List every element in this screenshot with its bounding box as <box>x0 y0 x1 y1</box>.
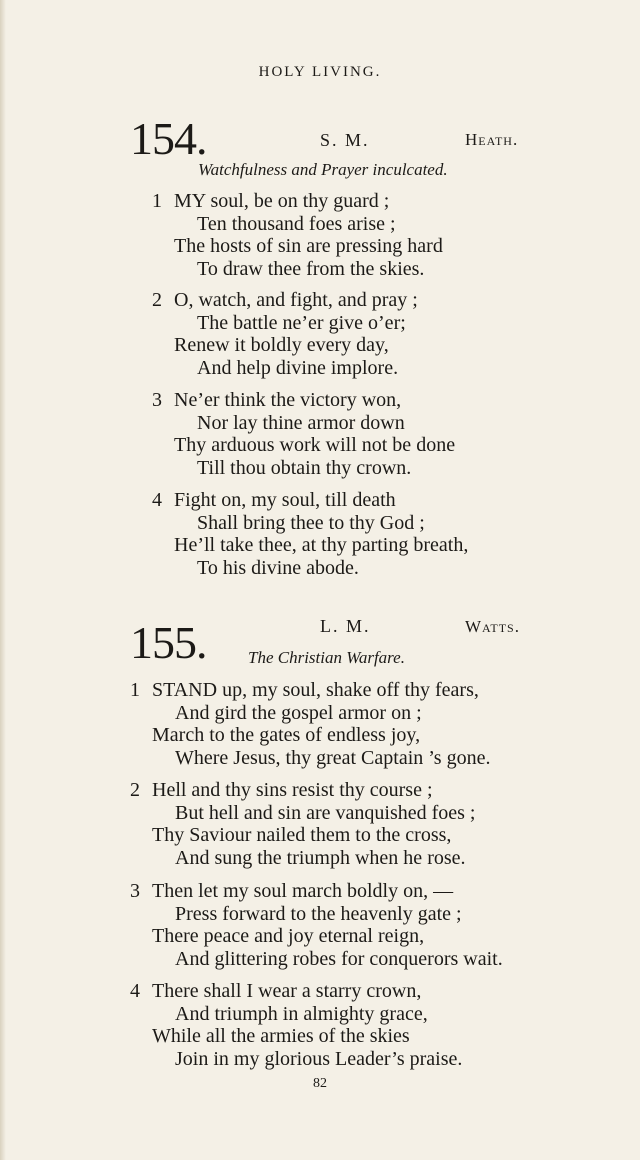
verse-line: March to the gates of endless joy, <box>152 724 421 746</box>
verse <box>152 289 418 379</box>
verse-text: Then let my soul march boldly on, — <box>152 880 454 902</box>
verse <box>152 190 443 280</box>
verse-number: 2 <box>152 289 162 311</box>
verse-line: He’ll take thee, at thy parting breath, <box>174 534 469 556</box>
verse-line: But hell and sin are vanquished foes ; <box>175 801 476 824</box>
verse-line: And triumph in almighty grace, <box>175 1002 428 1025</box>
hymn-meter: L. M. <box>320 616 371 636</box>
hymn-number: 154. <box>130 113 207 164</box>
verse-line <box>130 980 462 1003</box>
verse-line: The battle ne’er give o’er; <box>197 311 406 334</box>
verse-line: Shall bring thee to thy God ; <box>197 511 425 534</box>
verse-line: To draw thee from the skies. <box>197 257 425 280</box>
hymn-meter: S. M. <box>320 130 370 150</box>
verse-line: While all the armies of the skies <box>152 1025 410 1047</box>
verse-text: There shall I wear a starry crown, <box>152 980 422 1002</box>
verse-line: Where Jesus, thy great Captain ’s gone. <box>175 746 491 769</box>
verse-line: And sung the triumph when he rose. <box>175 846 466 869</box>
verse-line: And glittering robes for conquerors wait. <box>175 947 503 970</box>
verse-line <box>152 389 455 412</box>
verse-number: 1 <box>152 190 162 212</box>
running-head: HOLY LIVING. <box>258 64 382 80</box>
hymn-author: Watts. <box>465 617 520 636</box>
verse-text: Fight on, my soul, till death <box>174 489 396 511</box>
verse-line <box>130 679 490 702</box>
verse <box>130 980 462 1070</box>
verse-text: Hell and thy sins resist thy course ; <box>152 779 433 801</box>
verse-text: MY soul, be on thy guard ; <box>174 190 390 212</box>
verse-number: 1 <box>130 679 140 701</box>
hymn-author: Heath. <box>465 130 519 149</box>
verse-line: Press forward to the heavenly gate ; <box>175 902 462 925</box>
verse-line: Thy Saviour nailed them to the cross, <box>152 824 452 846</box>
verse-line: And help divine implore. <box>197 356 399 379</box>
verse-line: Join in my glorious Leader’s praise. <box>175 1047 463 1070</box>
verse-line: And gird the gospel armor on ; <box>175 701 422 724</box>
verse-number: 3 <box>130 880 140 902</box>
verse <box>130 679 490 769</box>
verse-number: 4 <box>130 980 140 1002</box>
verse-line: Till thou obtain thy crown. <box>197 456 412 479</box>
verse-text: Ne’er think the victory won, <box>174 389 402 411</box>
verse <box>130 880 503 970</box>
verse-line: There peace and joy eternal reign, <box>152 925 425 947</box>
verse-line: Ten thousand foes arise ; <box>197 212 396 235</box>
hymn-subtitle: Watchfulness and Prayer inculcated. <box>198 160 448 179</box>
verse-number: 4 <box>152 489 162 511</box>
verse-line <box>152 190 443 213</box>
hymn-number: 155. <box>130 617 207 668</box>
verse-line: Nor lay thine armor down <box>197 411 405 434</box>
verse-number: 3 <box>152 389 162 411</box>
hymn-subtitle: The Christian Warfare. <box>248 648 405 667</box>
page-edge <box>0 0 6 1160</box>
verse-line: To his divine abode. <box>197 556 359 579</box>
verse-line: Renew it boldly every day, <box>174 334 389 356</box>
verse-line: Thy arduous work will not be done <box>174 434 456 456</box>
verse-line: The hosts of sin are pressing hard <box>174 235 443 257</box>
verse-text: O, watch, and fight, and pray ; <box>174 289 418 311</box>
verse <box>152 489 468 579</box>
verse-line <box>152 289 418 312</box>
verse-text: STAND up, my soul, shake off thy fears, <box>152 679 479 701</box>
verse-line <box>130 880 503 903</box>
verse <box>130 779 476 869</box>
verse <box>152 389 455 479</box>
page-number: 82 <box>313 1076 327 1091</box>
verse-line <box>130 779 476 802</box>
verse-number: 2 <box>130 779 140 801</box>
verse-line <box>152 489 468 512</box>
